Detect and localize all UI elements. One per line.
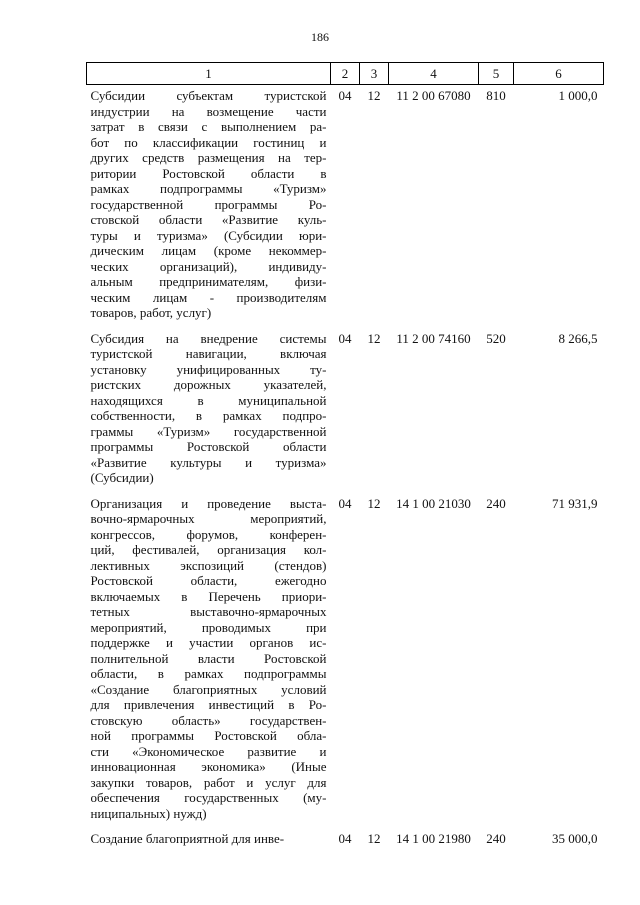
- row-pr: 12: [367, 330, 381, 346]
- row-gap: [87, 486, 604, 493]
- row-name-line: установку унифицированных ту-: [90, 361, 327, 377]
- row-name-line: конгрессов, форумов, конферен-: [90, 526, 327, 542]
- row-gap-cell: [87, 821, 604, 828]
- row-name-line: ческим лицам - производителям: [90, 289, 327, 305]
- table-body: [87, 85, 604, 847]
- row-name-line: собственности, в рамках подпро-: [90, 408, 327, 423]
- row-name-line: Субсидия на внедрение системы: [90, 330, 327, 346]
- row-gap-cell: [87, 321, 604, 328]
- row-name-line: области, в рамках подпрограммы: [90, 666, 327, 681]
- header-col-3: 3: [360, 63, 389, 85]
- header-col-4: 4: [389, 63, 479, 85]
- row-name-line: обеспечения государственных (му-: [90, 790, 327, 805]
- row-gap: [87, 321, 604, 328]
- header-col-2: 2: [331, 63, 360, 85]
- row-name-line: сти «Экономическое развитие и: [90, 743, 327, 759]
- row-name-line: ций, фестивалей, организация кол-: [90, 542, 327, 557]
- row-vr: 810: [486, 88, 506, 103]
- row-gap: [87, 821, 604, 828]
- row-rz: 04: [338, 831, 352, 846]
- row-name-line: лективных экспозиций (стендов): [90, 557, 327, 573]
- page-number: 186: [311, 30, 329, 44]
- row-name-line: товаров, работ, услуг): [90, 305, 212, 320]
- row-name-line: туристской навигации, включая: [90, 346, 327, 361]
- row-pr: 12: [367, 495, 381, 511]
- row-name-line: ритории Ростовской области в: [90, 165, 327, 181]
- table-row: [87, 493, 604, 822]
- table-row: [87, 828, 604, 847]
- row-name-line: инновационная экономика» (Иные: [90, 759, 327, 774]
- row-name-line: ческих организаций), индивиду-: [90, 258, 327, 274]
- row-rz: 04: [338, 330, 352, 346]
- header-col-5: 5: [479, 63, 514, 85]
- row-name-line: стовской области «Развитие куль-: [90, 212, 327, 227]
- row-name-line: стовскую область» государствен-: [90, 712, 327, 728]
- row-pr: 12: [367, 88, 381, 103]
- row-pr: 12: [367, 831, 381, 846]
- row-vr: 520: [486, 330, 506, 346]
- row-name-line: Организация и проведение выста-: [90, 495, 327, 511]
- row-name-line: ристских дорожных указателей,: [90, 377, 327, 392]
- row-amount: 8 266,5: [558, 330, 598, 346]
- row-name-line: Ростовской области, ежегодно: [90, 573, 327, 588]
- row-rz: 04: [338, 88, 352, 103]
- row-name-line: «Развитие культуры и туризма»: [90, 454, 327, 470]
- row-name-line: затрат в связи с выполнением ра-: [90, 119, 327, 134]
- row-name-line: дическим лицам (кроме некоммер-: [90, 243, 327, 258]
- table-row: [87, 328, 604, 486]
- row-name: [87, 328, 331, 486]
- header-col-1: 1: [87, 63, 331, 85]
- header-col-6: 6: [514, 63, 604, 85]
- row-name-line: индустрии на возмещение части: [90, 103, 327, 119]
- row-amount: 1 000,0: [558, 88, 598, 103]
- row-name-line: альным предпринимателям, физи-: [90, 274, 327, 289]
- row-name-line: находящихся в муниципальной: [90, 392, 327, 408]
- budget-table: [86, 62, 604, 847]
- table-row: [87, 85, 604, 321]
- row-csr: 11 2 00 67080: [396, 88, 471, 103]
- row-name-line: мероприятий, проводимых при: [90, 619, 327, 635]
- row-name-line: бот по классификации гостиниц и: [90, 134, 327, 150]
- row-name: [87, 828, 331, 847]
- row-name-line: Субсидии субъектам туристской: [90, 88, 327, 103]
- row-gap-cell: [87, 486, 604, 493]
- row-name-line: вочно-ярмарочных мероприятий,: [90, 511, 327, 526]
- row-csr: 11 2 00 74160: [396, 330, 471, 346]
- row-name-line: туры и туризма» (Субсидии юри-: [90, 227, 327, 243]
- row-csr: 14 1 00 21030: [396, 495, 471, 511]
- row-name-line: граммы «Туризм» государственной: [90, 423, 327, 439]
- row-name-line: полнительной власти Ростовской: [90, 650, 327, 666]
- row-name-line: закупки товаров, работ и услуг для: [90, 774, 327, 790]
- row-vr: 240: [486, 495, 506, 511]
- row-name-line: тетных выставочно-ярмарочных: [90, 604, 327, 619]
- row-name-line: ниципальных) нужд): [90, 805, 207, 821]
- row-amount: 71 931,9: [552, 495, 598, 511]
- row-name-line: включаемых в Перечень приори-: [90, 588, 327, 604]
- row-vr: 240: [486, 831, 506, 846]
- row-name-line: поддержке и участии органов ис-: [90, 635, 327, 650]
- header-row: [87, 63, 604, 85]
- row-csr: 14 1 00 21980: [396, 831, 471, 846]
- row-name-line: для привлечения инвестиций в Ро-: [90, 697, 327, 712]
- row-amount: 35 000,0: [552, 831, 598, 846]
- row-name-line: государственной программы Ро-: [90, 196, 327, 212]
- row-name-line: Создание благоприятной для инве-: [90, 831, 285, 846]
- row-name: [87, 85, 331, 321]
- row-name-line: (Субсидии): [90, 470, 154, 485]
- row-name: [87, 493, 331, 822]
- row-name-line: «Создание благоприятных условий: [90, 681, 327, 697]
- row-name-line: других средств размещения на тер-: [90, 150, 327, 165]
- row-name-line: ной программы Ростовской обла-: [90, 728, 327, 743]
- row-name-line: рамках подпрограммы «Туризм»: [90, 181, 327, 196]
- row-name-line: программы Ростовской области: [90, 439, 327, 454]
- row-rz: 04: [338, 495, 352, 511]
